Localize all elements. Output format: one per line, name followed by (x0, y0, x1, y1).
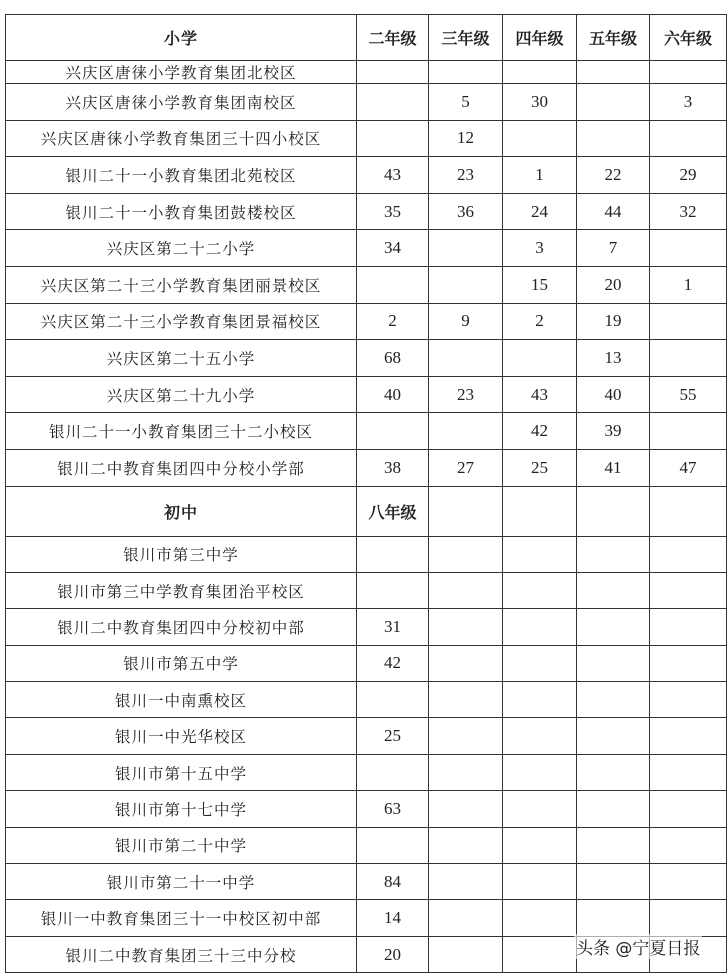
grade-count (429, 61, 503, 84)
grade-count (650, 572, 727, 608)
grade-count: 35 (357, 193, 429, 230)
table-row (6, 230, 727, 267)
grade-count: 15 (503, 266, 577, 303)
grade-count (357, 84, 429, 121)
school-name: 兴庆区第二十三小学教育集团景福校区 (6, 303, 357, 340)
grade-count (357, 827, 429, 863)
grade-count (429, 682, 503, 718)
grade-count (429, 266, 503, 303)
grade-count (577, 718, 650, 754)
grade-count: 34 (357, 230, 429, 267)
grade-count (577, 900, 650, 936)
grade-count (429, 718, 503, 754)
grade-count: 39 (577, 413, 650, 450)
grade-count: 2 (357, 303, 429, 340)
grade-count (577, 754, 650, 790)
grade-count: 9 (429, 303, 503, 340)
grade-count (650, 645, 727, 681)
school-name: 银川市第二十中学 (6, 827, 357, 863)
table-row (6, 61, 727, 84)
grade-count (577, 682, 650, 718)
school-name: 银川市第二十一中学 (6, 864, 357, 900)
school-name: 银川市第三中学 (6, 536, 357, 572)
grade-count: 29 (650, 157, 727, 194)
grade-count (650, 303, 727, 340)
grade-header: 二年级 (357, 15, 429, 61)
grade-count (429, 572, 503, 608)
grade-count (650, 120, 727, 157)
grade-count (650, 864, 727, 900)
grade-count (503, 536, 577, 572)
school-name: 银川市第三中学教育集团治平校区 (6, 572, 357, 608)
grade-count: 20 (577, 266, 650, 303)
grade-count (650, 536, 727, 572)
school-name: 银川一中南熏校区 (6, 682, 357, 718)
grade-header (429, 486, 503, 536)
school-name: 兴庆区第二十九小学 (6, 376, 357, 413)
grade-count (357, 413, 429, 450)
grade-count (503, 718, 577, 754)
grade-count: 23 (429, 157, 503, 194)
grade-header: 六年级 (650, 15, 727, 61)
grade-count (650, 791, 727, 827)
grade-count (429, 413, 503, 450)
grade-count (650, 230, 727, 267)
grade-count (503, 645, 577, 681)
school-name: 银川市第十七中学 (6, 791, 357, 827)
grade-count (429, 536, 503, 572)
table-row (6, 718, 727, 754)
grade-header (503, 486, 577, 536)
grade-count (503, 682, 577, 718)
table-row (6, 303, 727, 340)
grade-count: 30 (503, 84, 577, 121)
school-name: 银川二十一小教育集团北苑校区 (6, 157, 357, 194)
section-title: 小学 (6, 15, 357, 61)
grade-count (577, 572, 650, 608)
grade-count (577, 864, 650, 900)
school-name: 兴庆区唐徕小学教育集团北校区 (6, 61, 357, 84)
table-row (6, 609, 727, 645)
grade-count (429, 900, 503, 936)
table-row (6, 536, 727, 572)
grade-count (357, 572, 429, 608)
grade-count (429, 936, 503, 972)
grade-header: 三年级 (429, 15, 503, 61)
table-row (6, 193, 727, 230)
grade-count: 43 (357, 157, 429, 194)
table-row (6, 754, 727, 790)
grade-count: 44 (577, 193, 650, 230)
grade-count (429, 609, 503, 645)
grade-count: 3 (650, 84, 727, 121)
grade-count (357, 61, 429, 84)
grade-count (650, 754, 727, 790)
middle-header-row (6, 486, 727, 536)
grade-count (503, 864, 577, 900)
grade-count: 14 (357, 900, 429, 936)
table-row (6, 572, 727, 608)
grade-count: 41 (577, 449, 650, 486)
grade-count: 40 (357, 376, 429, 413)
table-row (6, 84, 727, 121)
grade-count (429, 754, 503, 790)
grade-count (503, 754, 577, 790)
grade-count: 42 (503, 413, 577, 450)
school-name: 兴庆区第二十五小学 (6, 340, 357, 377)
grade-count: 47 (650, 449, 727, 486)
grade-count: 55 (650, 376, 727, 413)
grade-count (357, 682, 429, 718)
grade-count (429, 864, 503, 900)
grade-count: 42 (357, 645, 429, 681)
grade-count (650, 413, 727, 450)
grade-count (429, 827, 503, 863)
table-row (6, 449, 727, 486)
grade-count: 84 (357, 864, 429, 900)
school-name: 兴庆区唐徕小学教育集团南校区 (6, 84, 357, 121)
school-name: 兴庆区第二十二小学 (6, 230, 357, 267)
grade-count (577, 791, 650, 827)
grade-count: 13 (577, 340, 650, 377)
table-row (6, 900, 727, 936)
school-name: 银川二中教育集团三十三中分校 (6, 936, 357, 972)
grade-count (503, 340, 577, 377)
grade-count: 2 (503, 303, 577, 340)
grade-count (650, 827, 727, 863)
table-row (6, 266, 727, 303)
grade-count: 68 (357, 340, 429, 377)
primary-header-row (6, 15, 727, 61)
grade-count (429, 340, 503, 377)
grade-count (577, 84, 650, 121)
table-row (6, 645, 727, 681)
grade-count (503, 827, 577, 863)
grade-count: 1 (650, 266, 727, 303)
grade-count (577, 645, 650, 681)
grade-count: 7 (577, 230, 650, 267)
grade-count (503, 120, 577, 157)
grade-count: 12 (429, 120, 503, 157)
grade-header (577, 486, 650, 536)
grade-count (577, 120, 650, 157)
table-row (6, 682, 727, 718)
grade-header (650, 486, 727, 536)
grade-count: 19 (577, 303, 650, 340)
table-row (6, 864, 727, 900)
table-row (6, 157, 727, 194)
section-title: 初中 (6, 486, 357, 536)
grade-count (577, 61, 650, 84)
school-name: 银川市第五中学 (6, 645, 357, 681)
grade-count (650, 718, 727, 754)
grade-count: 20 (357, 936, 429, 972)
grade-count (357, 536, 429, 572)
grade-count: 43 (503, 376, 577, 413)
school-name: 银川二十一小教育集团三十二小校区 (6, 413, 357, 450)
grade-count (650, 340, 727, 377)
table-row (6, 791, 727, 827)
grade-count (650, 900, 727, 936)
grade-count: 5 (429, 84, 503, 121)
grade-count (577, 609, 650, 645)
grade-count (357, 120, 429, 157)
enrollment-table (5, 14, 727, 973)
school-name: 银川一中教育集团三十一中校区初中部 (6, 900, 357, 936)
grade-count (503, 791, 577, 827)
grade-count: 25 (357, 718, 429, 754)
grade-count: 40 (577, 376, 650, 413)
school-name: 银川二十一小教育集团鼓楼校区 (6, 193, 357, 230)
table-row (6, 413, 727, 450)
grade-count: 23 (429, 376, 503, 413)
grade-count: 1 (503, 157, 577, 194)
grade-count: 32 (650, 193, 727, 230)
grade-count: 36 (429, 193, 503, 230)
school-name: 银川二中教育集团四中分校小学部 (6, 449, 357, 486)
grade-header: 八年级 (357, 486, 429, 536)
grade-count (577, 536, 650, 572)
grade-count: 3 (503, 230, 577, 267)
school-name: 兴庆区第二十三小学教育集团丽景校区 (6, 266, 357, 303)
table-row (6, 120, 727, 157)
school-name: 银川市第十五中学 (6, 754, 357, 790)
grade-count: 27 (429, 449, 503, 486)
grade-count (650, 609, 727, 645)
grade-count (357, 266, 429, 303)
grade-count (503, 936, 577, 972)
grade-count (503, 61, 577, 84)
grade-count: 24 (503, 193, 577, 230)
grade-count (650, 61, 727, 84)
grade-count (429, 791, 503, 827)
grade-count (503, 572, 577, 608)
grade-count: 63 (357, 791, 429, 827)
grade-header: 四年级 (503, 15, 577, 61)
grade-count (429, 230, 503, 267)
table-row (6, 376, 727, 413)
grade-count (357, 754, 429, 790)
grade-header: 五年级 (577, 15, 650, 61)
grade-count (503, 609, 577, 645)
grade-count (577, 827, 650, 863)
school-name: 兴庆区唐徕小学教育集团三十四小校区 (6, 120, 357, 157)
grade-count: 38 (357, 449, 429, 486)
watermark: 头条 @宁夏日报 (574, 934, 702, 959)
school-name: 银川二中教育集团四中分校初中部 (6, 609, 357, 645)
grade-count: 22 (577, 157, 650, 194)
school-name: 银川一中光华校区 (6, 718, 357, 754)
grade-count (503, 900, 577, 936)
grade-count (429, 645, 503, 681)
grade-count: 25 (503, 449, 577, 486)
table-row (6, 827, 727, 863)
grade-count: 31 (357, 609, 429, 645)
grade-count (650, 682, 727, 718)
table-row (6, 340, 727, 377)
